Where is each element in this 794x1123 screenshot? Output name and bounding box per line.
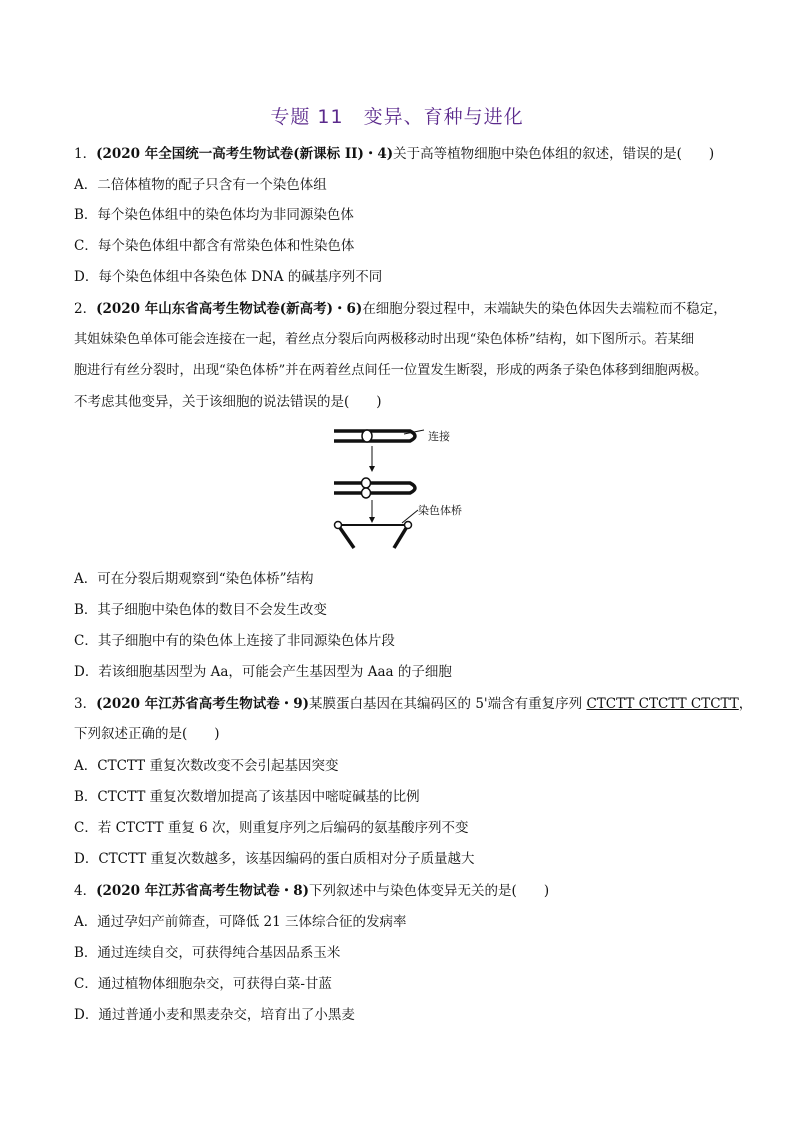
q3-option-d: D．CTCTT 重复次数越多，该基因编码的蛋白质相对分子质量越大 [74, 851, 475, 867]
q4-number: 4． [74, 883, 97, 899]
q3-option-b: B．CTCTT 重复次数增加提高了该基因中嘧啶碱基的比例 [74, 789, 420, 805]
q3-option-c: C．若 CTCTT 重复 6 次，则重复序列之后编码的氨基酸序列不变 [74, 820, 469, 836]
q2-text-line2: 其姐妹染色单体可能会连接在一起，着丝点分裂后向两极移动时出现“染色体桥”结构，如下图所示。若某细 [74, 332, 695, 347]
q3-text: 某膜蛋白基因在其编码区的 5'端含有重复序列 [309, 696, 587, 712]
chromosome-bridge-icon [335, 522, 412, 549]
q3-source: (2020 年江苏省高考生物试卷・9) [96, 696, 310, 712]
q1-number: 1． [74, 146, 97, 162]
q4-option-c: C．通过植物体细胞杂交，可获得白菜-甘蓝 [74, 976, 332, 992]
chromosome-bridge-diagram [320, 422, 480, 554]
arrow-down-icon [369, 500, 375, 523]
q1-stem [74, 144, 734, 164]
q4-option-a: A．通过孕妇产前筛查，可降低 21 三体综合征的发病率 [74, 914, 407, 930]
q2-text-line3: 胞进行有丝分裂时，出现“染色体桥”并在两着丝点间任一位置发生断裂，形成的两条子染色体移到细胞两极。 [74, 363, 708, 378]
q1-option-b: B．每个染色体组中的染色体均为非同源染色体 [74, 207, 354, 223]
figure-label-connect: 连接 [428, 430, 450, 443]
q1-option-d: D．每个染色体组中各染色体 DNA 的碱基序列不同 [74, 269, 383, 285]
figure-label-bridge: 染色体桥 [418, 504, 462, 517]
arrow-down-icon [369, 446, 375, 472]
q4-option-d: D．通过普通小麦和黑麦杂交，培育出了小黑麦 [74, 1007, 355, 1023]
q2-option-a: A．可在分裂后期观察到“染色体桥”结构 [74, 571, 314, 587]
q2-source: (2020 年山东省高考生物试卷(新高考)・6) [96, 301, 363, 317]
joined-chromosome-icon [334, 478, 415, 498]
q2-text-line4: 不考虑其他变异，关于该细胞的说法错误的是( ) [74, 394, 382, 410]
q2-stem [74, 299, 734, 319]
q2-text-line1: 在细胞分裂过程中，末端缺失的染色体因失去端粒而不稳定， [362, 301, 727, 317]
q2-option-b: B．其子细胞中染色体的数目不会发生改变 [74, 602, 327, 618]
q4-text: 下列叙述中与染色体变异无关的是( ) [309, 883, 550, 899]
bridge-pointer [402, 510, 418, 523]
q2-number: 2． [74, 301, 97, 317]
joined-chromatids-icon [334, 430, 415, 442]
q1-option-a: A．二倍体植物的配子只含有一个染色体组 [74, 177, 327, 193]
q4-source: (2020 年江苏省高考生物试卷・8) [96, 883, 310, 899]
q2-option-c: C．其子细胞中有的染色体上连接了非同源染色体片段 [74, 633, 395, 649]
q1-text: 关于高等植物细胞中染色体组的叙述，错误的是( ) [393, 146, 715, 162]
page-title: 专题 11 变异、育种与进化 [270, 106, 524, 128]
chromosome-bridge-figure [320, 422, 480, 554]
q1-source: (2020 年全国统一高考生物试卷(新课标 II)・4) [96, 146, 394, 162]
q1-option-c: C．每个染色体组中都含有常染色体和性染色体 [74, 238, 355, 254]
q3-number: 3． [74, 696, 97, 712]
q4-stem [74, 881, 734, 901]
q3-option-a: A．CTCTT 重复次数改变不会引起基因突变 [74, 758, 339, 774]
q3-repeat-sequence: CTCTT CTCTT CTCTT [586, 696, 739, 712]
q3-stem [74, 694, 753, 714]
q2-option-d: D．若该细胞基因型为 Aa，可能会产生基因型为 Aaa 的子细胞 [74, 664, 452, 680]
q3-text-end: ， [738, 696, 753, 712]
q4-option-b: B．通过连续自交，可获得纯合基因品系玉米 [74, 945, 341, 961]
q3-text-line2: 下列叙述正确的是( ) [74, 726, 220, 742]
